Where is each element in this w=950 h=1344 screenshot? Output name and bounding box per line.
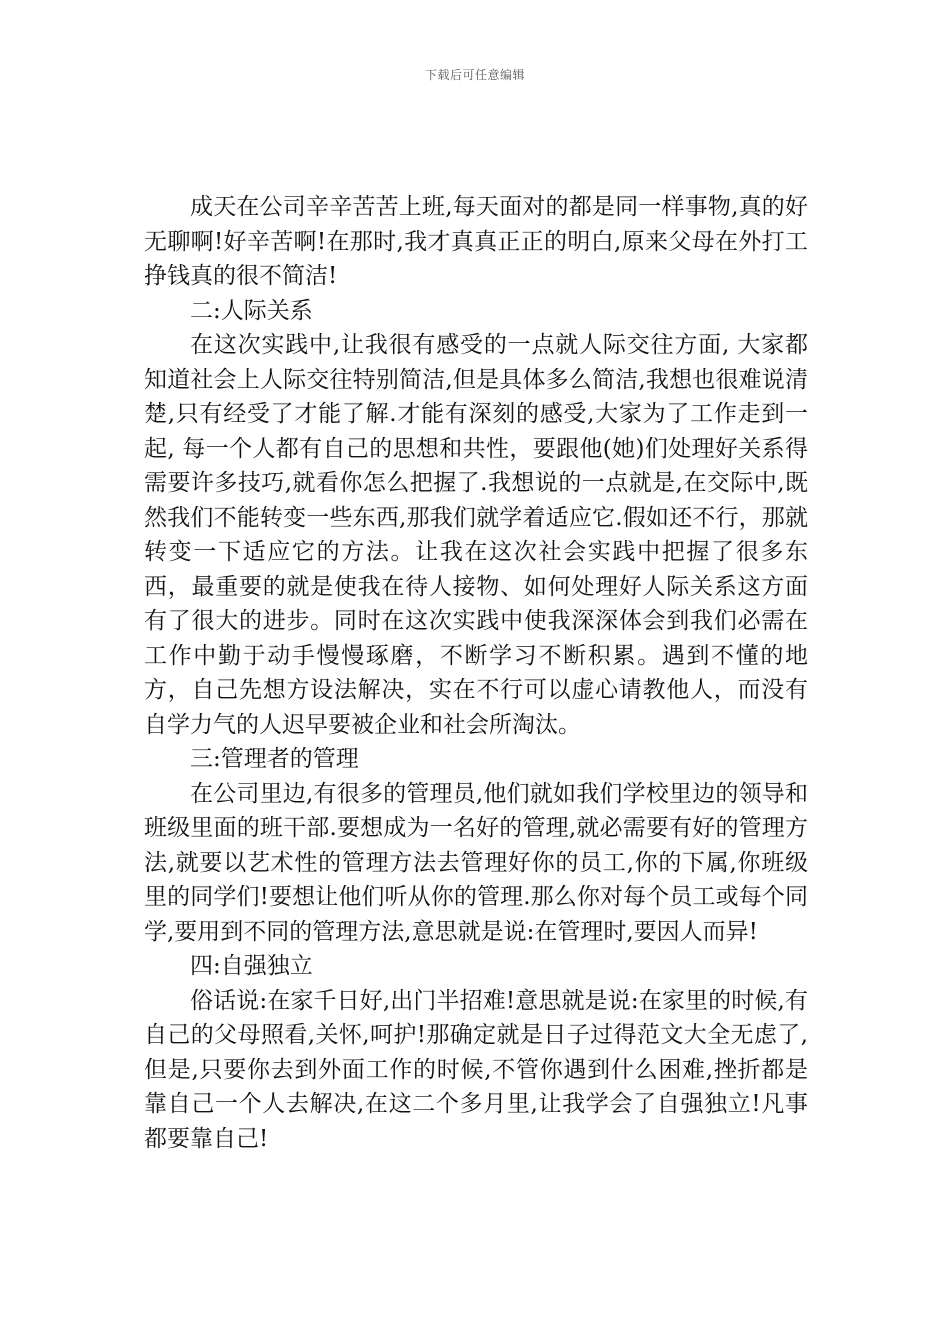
header-note: 下载后可任意编辑: [424, 68, 525, 82]
body-text: [144, 190, 808, 1156]
paragraph-intro: 成天在公司辛辛苦苦上班,每天面对的都是同一样事物,真的好无聊啊!好辛苦啊!在那时,我才真真正正的明白,原来父母在外打工挣钱真的很不简洁!: [144, 194, 808, 289]
section-heading-independence: 四:自强独立: [190, 953, 313, 979]
section-heading-management: 三:管理者的管理: [190, 746, 359, 772]
paragraph-management: 在公司里边,有很多的管理员,他们就如我们学校里边的领导和班级里面的班干部.要想成为一名好的管理,就必需要有好的管理方法,就要以艺术性的管理方法去管理好你的员工,你的下属,你班级里的同学们!要想让他们听从你的管理.那么你对每个员工或每个同学,要用到不同的管理方法,意思就是说:在管理时,要因人而异!: [144, 780, 808, 945]
section-heading-interpersonal: 二:人际关系: [190, 297, 313, 324]
paragraph-interpersonal: 在这次实践中,让我很有感受的一点就人际交往方面, 大家都知道社会上人际交往特别简洁,但是具体多么简洁,我想也很难说清楚,只有经受了才能了解.才能有深刻的感受,大家为了工作走到一起, 每一个人都有自己的思想和共性，要跟他(她)们处理好关系得需要许多技巧,就看你怎么把握了.我想说的一点就是,在交际中,既然我们不能转变一些东西,那我们就学着适应它.假如还不行，那就转变一下适应它的方法。让我在这次社会实践中把握了很多东西，最重要的就是使我在待人接物、如何处理好人际关系这方面有了很大的进步。同时在这次实践中使我深深体会到我们必需在工作中勤于动手慢慢琢磨，不断学习不断积累。遇到不懂的地方，自己先想方设法解决，实在不行可以虚心请教他人，而没有自学力气的人迟早要被企业和社会所淘汰。: [144, 332, 808, 738]
paragraph-independence: 俗话说:在家千日好,出门半招难!意思就是说:在家里的时候,有自己的父母照看,关怀,呵护!那确定就是日子过得范文大全无虑了,但是,只要你去到外面工作的时候,不管你遇到什么困难,挫折都是靠自己一个人去解决,在这二个多月里,让我学会了自强独立!凡事都要靠自己!: [144, 987, 808, 1152]
